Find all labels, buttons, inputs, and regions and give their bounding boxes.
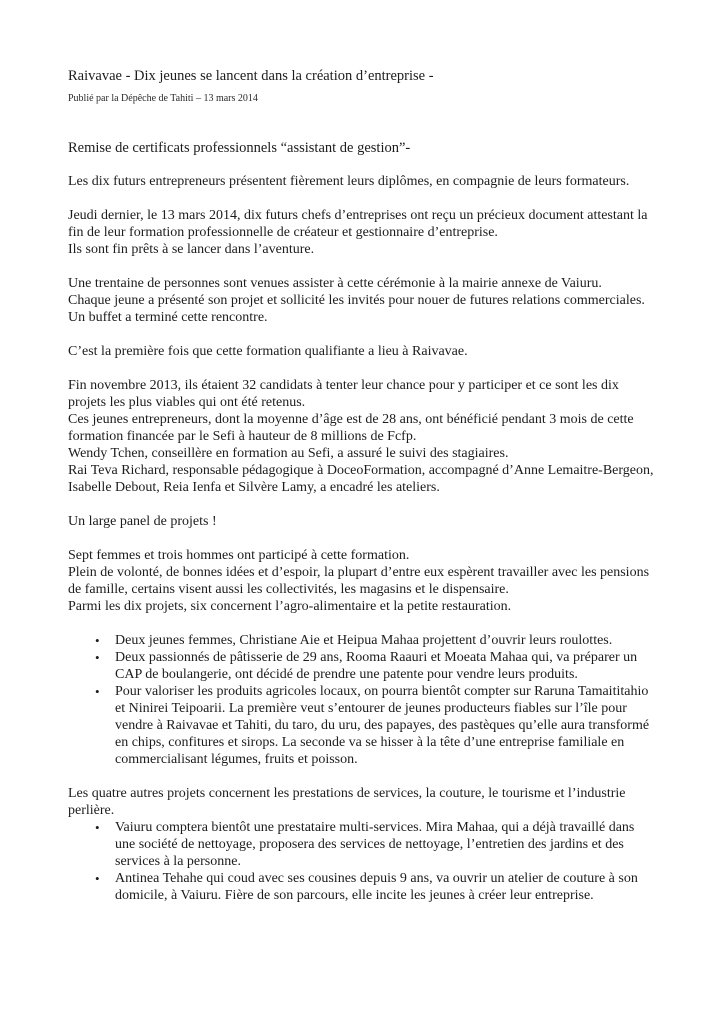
text-line: Un large panel de projets ! (68, 514, 217, 529)
text-line: Rai Teva Richard, responsable pédagogique à DoceoFormation, accompagné d’Anne Lemaitre-Bergeon, Isabelle Debout, Reia Ienfa et Silvère Lamy, a encadré les ateliers. (68, 463, 654, 495)
paragraph (68, 275, 658, 326)
text-line: C’est la première fois que cette formation qualifiante a lieu à Raivavae. (68, 344, 468, 359)
section-heading (68, 513, 658, 530)
paragraph (68, 547, 658, 615)
paragraph (68, 377, 658, 496)
paragraph (68, 173, 658, 190)
text-line: Les dix futurs entrepreneurs présentent fièrement leurs diplômes, en compagnie de leurs formateurs. (68, 174, 630, 189)
document-title: Raivavae - Dix jeunes se lancent dans la création d’entreprise - (68, 68, 434, 84)
bullet-list (68, 819, 658, 904)
text-line: Ces jeunes entrepreneurs, dont la moyenne d’âge est de 28 ans, ont bénéficié pendant 3 mois de cette formation financée par le Sefi à hauteur de 8 millions de Fcfp. (68, 412, 634, 444)
document-byline: Publié par la Dépêche de Tahiti – 13 mars 2014 (68, 93, 258, 104)
text-line: Ils sont fin prêts à se lancer dans l’aventure. (68, 242, 315, 257)
text-line: Chaque jeune a présenté son projet et sollicité les invités pour nouer de futures relations commerciales. Un buffet a terminé cette rencontre. (68, 293, 645, 325)
list-item: • Deux passionnés de pâtisserie de 29 ans, Rooma Raauri et Moeata Mahaa qui, va préparer un CAP de boulangerie, ont décidé de prendre une patente pour vendre leurs produits. (115, 649, 658, 683)
text-line: Sept femmes et trois hommes ont participé à cette formation. (68, 548, 410, 563)
paragraph (68, 343, 658, 360)
list-item: • Pour valoriser les produits agricoles locaux, on pourra bientôt compter sur Raruna Tamaititahio et Ninirei Teipoarii. La première veut s’entourer de jeunes producteurs fiables sur l’île pour vendre à Raivavae et Tahiti, du taro, du uru, des papayes, des pastèques qu’elle aura transformé en chips, confitures et sirops. La seconde va se hisser à la tête d’une entreprise familiale en commercialisant légumes, fruits et poisson. (115, 683, 658, 768)
paragraph (68, 785, 658, 819)
text-line: Fin novembre 2013, ils étaient 32 candidats à tenter leur chance pour y participer et ce sont les dix projets les plus viables qui ont été retenus. (68, 378, 619, 410)
text-line: Plein de volonté, de bonnes idées et d’espoir, la plupart d’entre eux espèrent travailler avec les pensions de famille, certains visent aussi les collectivités, les magasins et le dispensaire. (68, 565, 650, 597)
bullet-list (68, 632, 658, 768)
document-body (68, 173, 658, 904)
list-item: • Antinea Tehahe qui coud avec ses cousines depuis 9 ans, va ouvrir un atelier de couture à son domicile, à Vaiuru. Fière de son parcours, elle incite les jeunes à créer leur entreprise. (115, 870, 658, 904)
text-line: Les quatre autres projets concernent les prestations de services, la couture, le tourisme et l’industrie perlière. (68, 786, 626, 818)
text-line: Une trentaine de personnes sont venues assister à cette cérémonie à la mairie annexe de Vaiuru. (68, 276, 602, 291)
list-item: • Deux jeunes femmes, Christiane Aie et Heipua Mahaa projettent d’ouvrir leurs roulottes. (115, 632, 658, 649)
paragraph (68, 207, 658, 258)
list-item: • Vaiuru comptera bientôt une prestataire multi-services. Mira Mahaa, qui a déjà travaillé dans une société de nettoyage, proposera des services de nettoyage, l’entretien des jardins et des services à la personne. (115, 819, 658, 870)
text-line: Wendy Tchen, conseillère en formation au Sefi, a assuré le suivi des stagiaires. (68, 446, 509, 461)
text-line: Jeudi dernier, le 13 mars 2014, dix futurs chefs d’entreprises ont reçu un précieux document attestant la fin de leur formation professionnelle de créateur et gestionnaire d’entreprise. (68, 208, 648, 240)
document-subtitle: Remise de certificats professionnels “assistant de gestion”- (68, 140, 411, 156)
text-line: Parmi les dix projets, six concernent l’agro-alimentaire et la petite restauration. (68, 599, 512, 614)
